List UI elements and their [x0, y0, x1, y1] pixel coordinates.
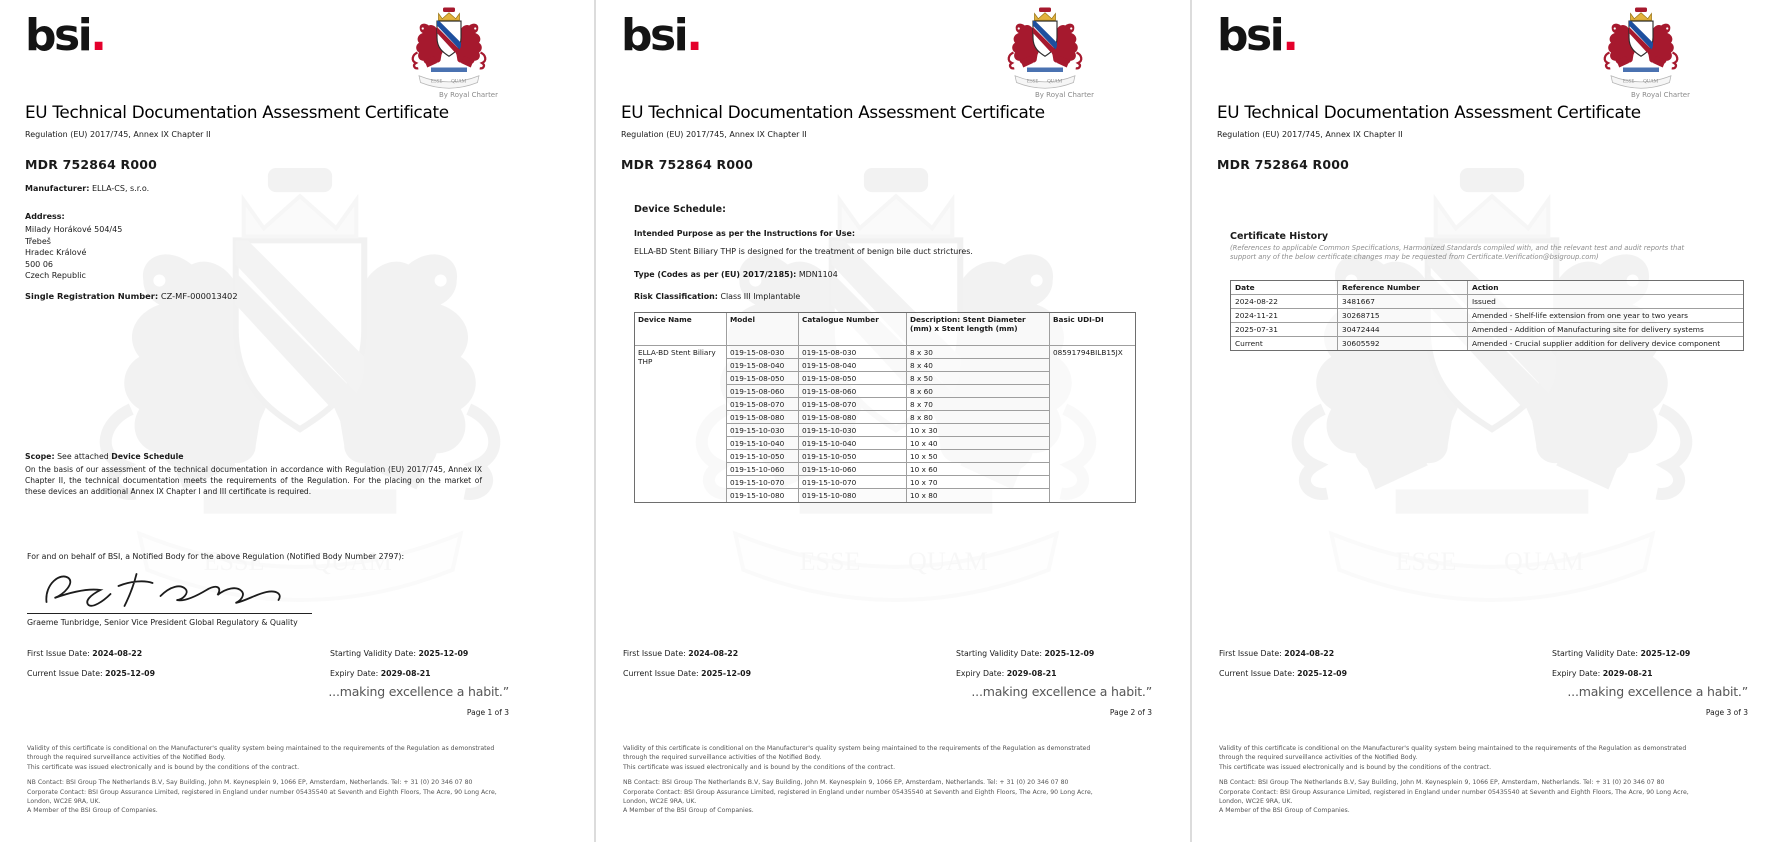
royal-charter-caption: By Royal Charter — [1630, 91, 1690, 99]
model-cell: 019-15-10-030 — [727, 424, 799, 437]
column-header: Action — [1468, 281, 1743, 295]
history-table-header — [1231, 281, 1743, 295]
legal-validity: Validity of this certificate is conditional on the Manufacturer's quality system being maintained to the requirements of the Regulation as demonstrated through the required surveillance activities of the Notified Body. — [1219, 745, 1687, 762]
catalogue-cell: 019-15-10-080 — [799, 489, 907, 502]
legal-validity: Validity of this certificate is conditional on the Manufacturer's quality system being maintained to the requirements of the Regulation as demonstrated through the required surveillance activities of the Notified Body. — [623, 745, 1091, 762]
device-name-cell: ELLA-BD Stent Biliary THP — [635, 346, 727, 502]
action-cell: Amended - Addition of Manufacturing site for delivery systems — [1468, 323, 1743, 337]
intended-purpose-text: ELLA-BD Stent Biliary THP is designed for the treatment of benign bile duct strictures. — [634, 247, 973, 256]
bsi-logo-dot: . — [90, 10, 105, 61]
royal-charter-caption: By Royal Charter — [438, 91, 498, 99]
device-schedule-title: Device Schedule: — [634, 204, 726, 215]
address-line: Třebeš — [25, 236, 51, 246]
model-cell: 019-15-10-040 — [727, 437, 799, 450]
table-row — [727, 398, 1050, 411]
legal-member: A Member of the BSI Group of Companies. — [27, 807, 158, 815]
reference-cell: 30268715 — [1338, 309, 1468, 323]
legal-corporate: Corporate Contact: BSI Group Assurance Limited, registered in England under number 05435540 at Seventh and Eighth Floors, The Acre, 90 Long Acre, London, WC2E 9RA, UK. — [27, 788, 497, 806]
catalogue-cell: 019-15-10-050 — [799, 450, 907, 463]
bsi-logo: bsi. — [1217, 10, 1297, 61]
description-cell: 10 x 30 — [907, 424, 1050, 437]
description-cell: 8 x 80 — [907, 411, 1050, 424]
starting-validity-date: Starting Validity Date: 2025-12-09 — [330, 649, 469, 658]
first-issue-date: First Issue Date: 2024-08-22 — [27, 649, 143, 658]
table-row — [727, 476, 1050, 489]
bsi-logo-text: bsi — [25, 10, 91, 61]
page-number: Page 3 of 3 — [1705, 708, 1748, 717]
behalf-statement: For and on behalf of BSI, a Notified Body for the above Regulation (Notified Body Number 2797): — [27, 552, 405, 561]
date-cell: Current — [1231, 337, 1338, 350]
certificate-regulation: Regulation (EU) 2017/745, Annex IX Chapter II — [1217, 130, 1403, 139]
type-code-line: Type (Codes as per (EU) 2017/2185): MDN1104 — [634, 270, 838, 279]
table-row — [1231, 337, 1743, 350]
signature-block — [27, 566, 312, 614]
column-header: Basic UDI-DI — [1050, 313, 1135, 346]
column-header: Catalogue Number — [799, 313, 907, 346]
risk-classification-line: Risk Classification: Class III Implantable — [634, 292, 801, 301]
bsi-crest-watermark — [55, 160, 545, 610]
date-cell: 2025-07-31 — [1231, 323, 1338, 337]
address-line: Hradec Králové — [25, 248, 87, 257]
table-row — [727, 424, 1050, 437]
certificate-page-1 — [0, 0, 594, 842]
model-cell: 019-15-10-050 — [727, 450, 799, 463]
model-cell: 019-15-08-050 — [727, 372, 799, 385]
model-cell: 019-15-08-070 — [727, 398, 799, 411]
bsi-tagline: ...making excellence a habit.” — [971, 684, 1152, 699]
column-header: Reference Number — [1338, 281, 1468, 295]
royal-charter-crest-icon — [1000, 6, 1090, 90]
page-number: Page 2 of 3 — [1109, 708, 1152, 717]
model-cell: 019-15-08-080 — [727, 411, 799, 424]
description-cell: 8 x 40 — [907, 359, 1050, 372]
legal-electronic: This certificate was issued electronically and is bound by the conditions of the contract. — [27, 763, 300, 771]
certificate-title: EU Technical Documentation Assessment Certificate — [25, 102, 449, 122]
catalogue-cell: 019-15-08-060 — [799, 385, 907, 398]
basic-udi-cell: 08591794BILB15JX — [1053, 348, 1123, 357]
scope-body: On the basis of our assessment of the technical documentation in accordance with Regulation (EU) 2017/745, Annex IX Chapter II, the technical documentation meets the requirements of the Regulation. For the placing on the market of these devices an additional Annex IX Chapter I and III certificate is required. — [25, 465, 482, 496]
address-block — [25, 224, 122, 282]
certificate-page-2 — [596, 0, 1190, 842]
first-issue-date: First Issue Date: 2024-08-22 — [623, 649, 739, 658]
signature-icon — [27, 566, 310, 612]
history-rows — [1231, 295, 1743, 350]
table-row — [1231, 309, 1743, 323]
table-row — [727, 489, 1050, 502]
description-cell: 8 x 50 — [907, 372, 1050, 385]
description-cell: 8 x 30 — [907, 346, 1050, 359]
legal-electronic: This certificate was issued electronically and is bound by the conditions of the contract. — [1219, 763, 1492, 771]
legal-nb-contact: NB Contact: BSI Group The Netherlands B.V, Say Building, John M. Keynesplein 9, 1066 EP, Amsterdam, Netherlands. Tel: + 31 (0) 20 346 07 80 — [623, 779, 1069, 787]
legal-nb-contact: NB Contact: BSI Group The Netherlands B.V, Say Building, John M. Keynesplein 9, 1066 EP, Amsterdam, Netherlands. Tel: + 31 (0) 20 346 07 80 — [27, 779, 473, 787]
reference-cell: 3481667 — [1338, 295, 1468, 309]
action-cell: Amended - Shelf-life extension from one year to two years — [1468, 309, 1743, 323]
legal-validity: Validity of this certificate is conditional on the Manufacturer's quality system being maintained to the requirements of the Regulation as demonstrated through the required surveillance activities of the Notified Body. — [27, 745, 495, 762]
description-cell: 10 x 40 — [907, 437, 1050, 450]
page-number: Page 1 of 3 — [466, 708, 509, 717]
legal-member: A Member of the BSI Group of Companies. — [623, 807, 754, 815]
description-cell: 10 x 80 — [907, 489, 1050, 502]
catalogue-cell: 019-15-08-070 — [799, 398, 907, 411]
table-row — [727, 385, 1050, 398]
table-row — [727, 411, 1050, 424]
catalogue-cell: 019-15-08-040 — [799, 359, 907, 372]
certificate-history-note: (References to applicable Common Specifications, Harmonized Standards compiled with, and the relevant test and audit reports that support any of the below certificate changes may be requested from Certificate.Verification@bsigroup.com) — [1230, 244, 1685, 262]
description-cell: 10 x 60 — [907, 463, 1050, 476]
model-cell: 019-15-10-070 — [727, 476, 799, 489]
intended-purpose-label: Intended Purpose as per the Instructions for Use: — [634, 229, 856, 238]
date-cell: 2024-08-22 — [1231, 295, 1338, 309]
signatory-name: Graeme Tunbridge, Senior Vice President Global Regulatory & Quality — [27, 618, 298, 627]
date-cell: 2024-11-21 — [1231, 309, 1338, 323]
expiry-date: Expiry Date: 2029-08-21 — [956, 669, 1057, 678]
table-row — [727, 346, 1050, 359]
catalogue-cell: 019-15-10-030 — [799, 424, 907, 437]
address-line: 500 06 — [25, 259, 53, 269]
column-header: Date — [1231, 281, 1338, 295]
action-cell: Issued — [1468, 295, 1743, 309]
address-line: Czech Republic — [25, 271, 86, 280]
column-header: Device Name — [635, 313, 727, 346]
column-header: Description: Stent Diameter (mm) x Stent length (mm) — [907, 313, 1050, 346]
certificate-page-3 — [1192, 0, 1786, 842]
legal-corporate: Corporate Contact: BSI Group Assurance Limited, registered in England under number 05435540 at Seventh and Eighth Floors, The Acre, 90 Long Acre, London, WC2E 9RA, UK. — [1219, 788, 1689, 806]
table-row — [727, 372, 1050, 385]
first-issue-date: First Issue Date: 2024-08-22 — [1219, 649, 1335, 658]
current-issue-date: Current Issue Date: 2025-12-09 — [623, 669, 752, 678]
bsi-logo: bsi. — [621, 10, 701, 61]
column-header: Model — [727, 313, 799, 346]
starting-validity-date: Starting Validity Date: 2025-12-09 — [956, 649, 1095, 658]
model-cell: 019-15-08-060 — [727, 385, 799, 398]
legal-footer — [27, 744, 497, 816]
certificate-title: EU Technical Documentation Assessment Certificate — [621, 102, 1045, 122]
current-issue-date: Current Issue Date: 2025-12-09 — [27, 669, 156, 678]
catalogue-cell: 019-15-08-080 — [799, 411, 907, 424]
table-row — [727, 437, 1050, 450]
model-cell: 019-15-08-030 — [727, 346, 799, 359]
certificate-history-title: Certificate History — [1230, 231, 1329, 242]
certificate-history-table — [1230, 280, 1744, 351]
description-cell: 10 x 70 — [907, 476, 1050, 489]
certificate-number: MDR 752864 R000 — [621, 157, 754, 172]
catalogue-cell: 019-15-10-040 — [799, 437, 907, 450]
table-row — [1231, 295, 1743, 309]
expiry-date: Expiry Date: 2029-08-21 — [330, 669, 431, 678]
legal-footer — [623, 744, 1093, 816]
certificate-number: MDR 752864 R000 — [1217, 157, 1350, 172]
address-line: Milady Horákové 504/45 — [25, 225, 123, 234]
model-cell: 019-15-08-040 — [727, 359, 799, 372]
description-cell: 10 x 50 — [907, 450, 1050, 463]
table-row — [727, 359, 1050, 372]
bsi-logo — [25, 10, 105, 61]
legal-member: A Member of the BSI Group of Companies. — [1219, 807, 1350, 815]
manufacturer-line: Manufacturer: ELLA-CS, s.r.o. — [25, 184, 150, 193]
device-table-header — [635, 313, 1135, 346]
certificate-number: MDR 752864 R000 — [25, 157, 158, 172]
certificate-regulation: Regulation (EU) 2017/745, Annex IX Chapter II — [621, 130, 807, 139]
device-table-body — [635, 346, 1135, 502]
bsi-crest-watermark — [1247, 160, 1737, 610]
device-schedule-table — [634, 312, 1136, 503]
legal-electronic: This certificate was issued electronically and is bound by the conditions of the contract. — [623, 763, 896, 771]
action-cell: Amended - Crucial supplier addition for delivery device component — [1472, 338, 1721, 348]
single-registration-number: Single Registration Number: CZ-MF-000013402 — [25, 291, 238, 301]
table-row — [727, 450, 1050, 463]
device-variant-rows — [727, 346, 1050, 502]
table-row — [1231, 323, 1743, 337]
legal-corporate: Corporate Contact: BSI Group Assurance Limited, registered in England under number 05435540 at Seventh and Eighth Floors, The Acre, 90 Long Acre, London, WC2E 9RA, UK. — [623, 788, 1093, 806]
reference-cell: 30472444 — [1338, 323, 1468, 337]
catalogue-cell: 019-15-08-030 — [799, 346, 907, 359]
reference-cell: 30605592 — [1338, 337, 1468, 350]
legal-nb-contact: NB Contact: BSI Group The Netherlands B.V, Say Building, John M. Keynesplein 9, 1066 EP, Amsterdam, Netherlands. Tel: + 31 (0) 20 346 07 80 — [1219, 779, 1665, 787]
bsi-tagline: ...making excellence a habit.” — [328, 684, 509, 699]
certificate-regulation: Regulation (EU) 2017/745, Annex IX Chapter II — [25, 130, 211, 139]
legal-footer — [1219, 744, 1689, 816]
catalogue-cell: 019-15-10-070 — [799, 476, 907, 489]
current-issue-date: Current Issue Date: 2025-12-09 — [1219, 669, 1348, 678]
catalogue-cell: 019-15-10-060 — [799, 463, 907, 476]
certificate-title: EU Technical Documentation Assessment Certificate — [1217, 102, 1641, 122]
starting-validity-date: Starting Validity Date: 2025-12-09 — [1552, 649, 1691, 658]
royal-charter-caption: By Royal Charter — [1034, 91, 1094, 99]
catalogue-cell: 019-15-08-050 — [799, 372, 907, 385]
model-cell: 019-15-10-080 — [727, 489, 799, 502]
expiry-date: Expiry Date: 2029-08-21 — [1552, 669, 1653, 678]
description-cell: 8 x 60 — [907, 385, 1050, 398]
scope-line: Scope: See attached Device Schedule — [25, 452, 184, 461]
royal-charter-crest-icon — [1596, 6, 1686, 90]
bsi-tagline: ...making excellence a habit.” — [1567, 684, 1748, 699]
model-cell: 019-15-10-060 — [727, 463, 799, 476]
address-label: Address: — [25, 212, 65, 221]
description-cell: 8 x 70 — [907, 398, 1050, 411]
table-row — [727, 463, 1050, 476]
royal-charter-crest-icon — [404, 6, 494, 90]
